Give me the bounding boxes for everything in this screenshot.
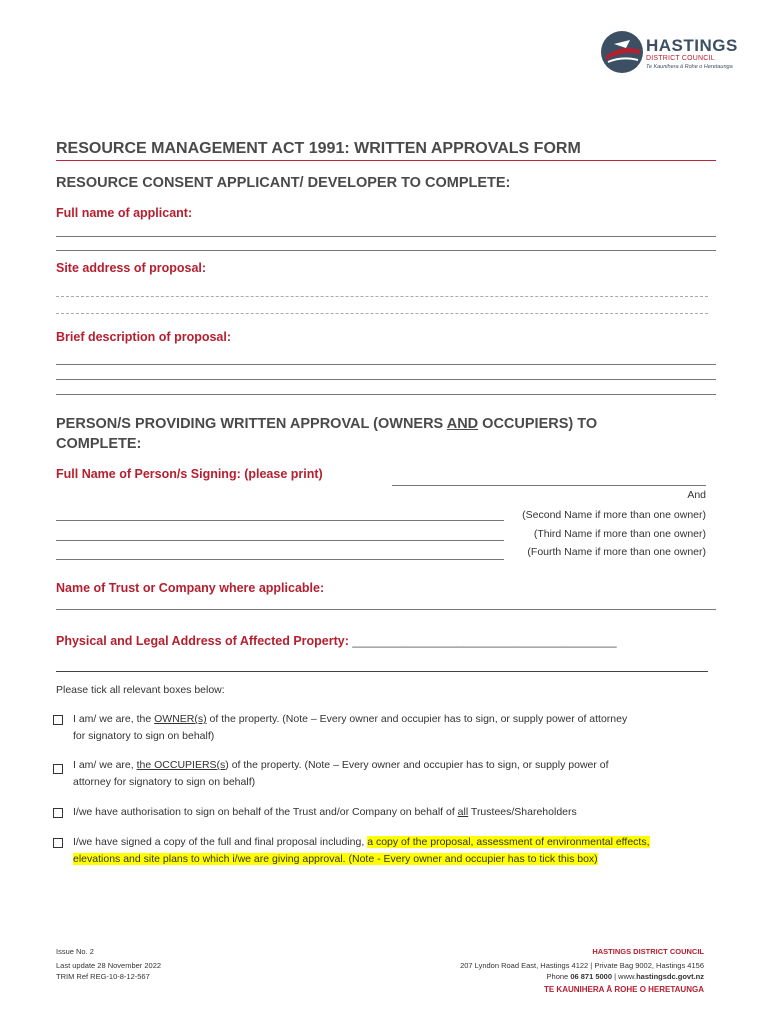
footer-issue: Issue No. 2 [56, 947, 94, 956]
footer-right [460, 946, 704, 995]
occupier-checkbox[interactable] [53, 764, 63, 774]
trust-label: Name of Trust or Company where applicable: [56, 581, 325, 595]
authorisation-key: all [457, 806, 469, 818]
form-title: RESOURCE MANAGEMENT ACT 1991: WRITTEN APPROVALS FORM [56, 140, 581, 157]
owner-statement [73, 711, 723, 745]
authorisation-checkbox[interactable] [53, 808, 63, 818]
owner-line2: for signatory to sign on behalf) [73, 730, 215, 742]
trust-line[interactable] [56, 609, 716, 610]
site-address-label: Site address of proposal: [56, 261, 207, 275]
footer-web[interactable]: hastingsdc.govt.nz [636, 972, 704, 981]
logo-tagline: Te Kaunihera ā Rohe o Heretaunga [646, 64, 733, 70]
owner-pre: I am/ we are, the [73, 713, 155, 725]
footer-phone-mid: | www. [612, 972, 637, 981]
signed-copy-highlight-2: elevations and site plans to which i/we are giving approval. (Note - Every owner and occupier has to tick this box) [73, 853, 598, 865]
council-logo [600, 28, 750, 78]
footer-trim: TRIM Ref REG-10-8-12-567 [56, 972, 150, 981]
authorisation-post: Trustees/Shareholders [468, 806, 577, 818]
footer-left [56, 946, 161, 982]
full-name-signing-label: Full Name of Person/s Signing: (please print) [56, 467, 323, 481]
section2-heading-and: AND [446, 416, 479, 432]
footer-council: HASTINGS DISTRICT COUNCIL [592, 947, 704, 956]
site-address-line-2[interactable] [56, 313, 708, 314]
second-name-line[interactable] [56, 520, 504, 521]
address-blank[interactable]: ______________________________________ [352, 634, 617, 648]
occupier-line2: attorney for signatory to sign on behalf) [73, 776, 256, 788]
owner-post: of the property. (Note – Every owner and occupier has to sign, or supply power of attorney [206, 713, 628, 725]
signed-copy-pre: I/we have signed a copy of the full and final proposal including, [73, 836, 368, 848]
footer-maori: TE KAUNIHERA Ā ROHE O HERETAUNGA [543, 985, 704, 994]
description-label: Brief description of proposal: [56, 330, 232, 344]
full-name-line-1[interactable] [56, 236, 716, 237]
section2-heading-line2: COMPLETE: [56, 436, 142, 452]
site-address-line-1[interactable] [56, 296, 708, 297]
signed-copy-highlight-1: a copy of the proposal, assessment of environmental effects, [367, 836, 650, 848]
hastings-logo-icon [600, 30, 644, 74]
authorisation-pre: I/we have authorisation to sign on behalf of the Trust and/or Company on behalf of [73, 806, 458, 818]
address-label [56, 634, 617, 648]
title-divider [56, 160, 716, 161]
full-name-label: Full name of applicant: [56, 206, 193, 220]
occupier-key: the OCCUPIERS(s [136, 759, 226, 771]
footer-contact [460, 971, 704, 982]
logo-subtitle: DISTRICT COUNCIL [646, 55, 715, 62]
description-line-3[interactable] [56, 394, 716, 395]
occupier-post: ) of the property. (Note – Every owner and occupier has to sign, or supply power of [225, 759, 609, 771]
description-line-1[interactable] [56, 364, 716, 365]
occupier-pre: I am/ we are, [73, 759, 137, 771]
first-name-line[interactable] [392, 485, 706, 486]
section1-heading: RESOURCE CONSENT APPLICANT/ DEVELOPER TO COMPLETE: [56, 175, 511, 191]
section2-heading [56, 414, 597, 454]
address-line[interactable] [56, 671, 708, 672]
owner-key: OWNER(s) [154, 713, 207, 725]
authorisation-statement [73, 804, 723, 821]
fourth-name-caption: (Fourth Name if more than one owner) [527, 546, 706, 558]
section2-heading-pre: PERSON/S PROVIDING WRITTEN APPROVAL (OWNERS [56, 416, 447, 432]
description-line-2[interactable] [56, 379, 716, 380]
full-name-line-2[interactable] [56, 250, 716, 251]
footer-phone: 06 871 5000 [570, 972, 613, 981]
second-name-caption: (Second Name if more than one owner) [522, 509, 706, 521]
address-label-text: Physical and Legal Address of Affected Property: [56, 634, 349, 648]
signed-copy-checkbox[interactable] [53, 838, 63, 848]
section2-heading-post: OCCUPIERS) TO [478, 416, 598, 432]
tick-instruction: Please tick all relevant boxes below: [56, 684, 225, 696]
third-name-line[interactable] [56, 540, 504, 541]
third-name-caption: (Third Name if more than one owner) [533, 528, 706, 540]
owner-checkbox[interactable] [53, 715, 63, 725]
fourth-name-line[interactable] [56, 559, 504, 560]
footer-last-update: Last update 28 November 2022 [56, 961, 162, 970]
footer-address: 207 Lyndon Road East, Hastings 4122 | Private Bag 9002, Hastings 4156 [460, 961, 704, 970]
footer-phone-pre: Phone [546, 972, 571, 981]
logo-name: HASTINGS [646, 36, 738, 55]
and-text: And [687, 489, 706, 501]
occupier-statement [73, 757, 723, 791]
signed-copy-statement [73, 834, 733, 868]
